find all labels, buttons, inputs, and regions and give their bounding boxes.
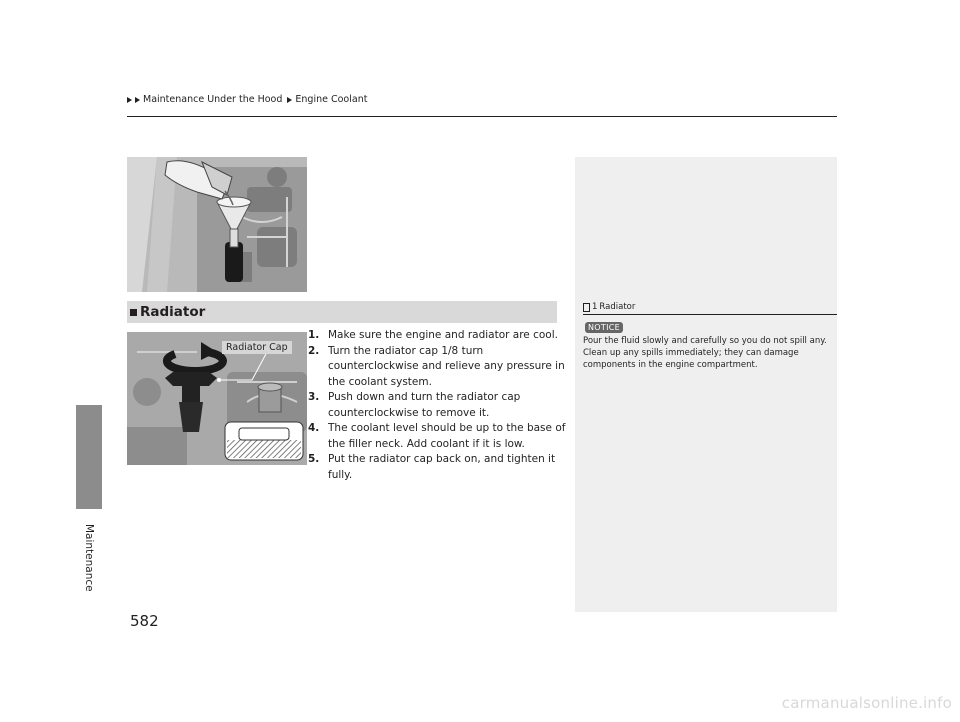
breadcrumb xyxy=(127,94,367,105)
step-text: Push down and turn the radiator cap counterclockwise to remove it. xyxy=(328,391,521,419)
step-item xyxy=(308,328,566,344)
coolant-pouring-illustration xyxy=(127,157,307,292)
header-rule xyxy=(127,116,837,117)
note-rule xyxy=(583,314,837,315)
step-text: The coolant level should be up to the base of the filler neck. Add coolant if it is low. xyxy=(328,422,566,450)
step-item xyxy=(308,344,566,391)
step-number: 2. xyxy=(308,344,320,357)
step-item xyxy=(308,452,566,483)
footer-watermark: carmanualsonline.info xyxy=(781,694,952,712)
section-header xyxy=(127,301,557,323)
step-text: Turn the radiator cap 1/8 turn counterclockwise and relieve any pressure in the coolant system. xyxy=(328,344,565,388)
page-number: 582 xyxy=(130,612,159,630)
step-text: Make sure the engine and radiator are cool. xyxy=(328,329,558,341)
chapter-tab[interactable] xyxy=(76,405,102,509)
step-number: 5. xyxy=(308,453,320,465)
breadcrumb-item-engine-coolant: Engine Coolant xyxy=(295,94,368,105)
note-body: Pour the fluid slowly and carefully so you do not spill any. Clean up any spills immediately; they can damage components in the engine compartment. xyxy=(583,336,827,370)
note-header xyxy=(583,302,635,312)
step-item xyxy=(308,390,566,421)
step-text: Put the radiator cap back on, and tighten it fully. xyxy=(328,453,556,481)
chevron-right-icon xyxy=(135,97,140,103)
step-number: 1. xyxy=(308,329,320,341)
info-panel xyxy=(575,157,837,612)
note-title[interactable]: Radiator xyxy=(599,302,636,312)
section-title: Radiator xyxy=(140,304,206,320)
notice-badge: NOTICE xyxy=(585,322,623,333)
step-item xyxy=(308,421,566,452)
reference-icon xyxy=(583,303,590,312)
note-ref-number: 1 xyxy=(592,302,598,312)
chevron-right-icon xyxy=(287,97,292,103)
section-marker-icon xyxy=(130,309,137,316)
step-number: 3. xyxy=(308,391,320,403)
breadcrumb-item-maintenance-under-hood[interactable]: Maintenance Under the Hood xyxy=(143,94,283,105)
radiator-cap-callout: Radiator Cap xyxy=(222,341,292,354)
chapter-label: Maintenance xyxy=(83,524,95,592)
chevron-right-icon xyxy=(127,97,132,103)
step-number: 4. xyxy=(308,422,320,434)
procedure-steps xyxy=(308,328,566,483)
